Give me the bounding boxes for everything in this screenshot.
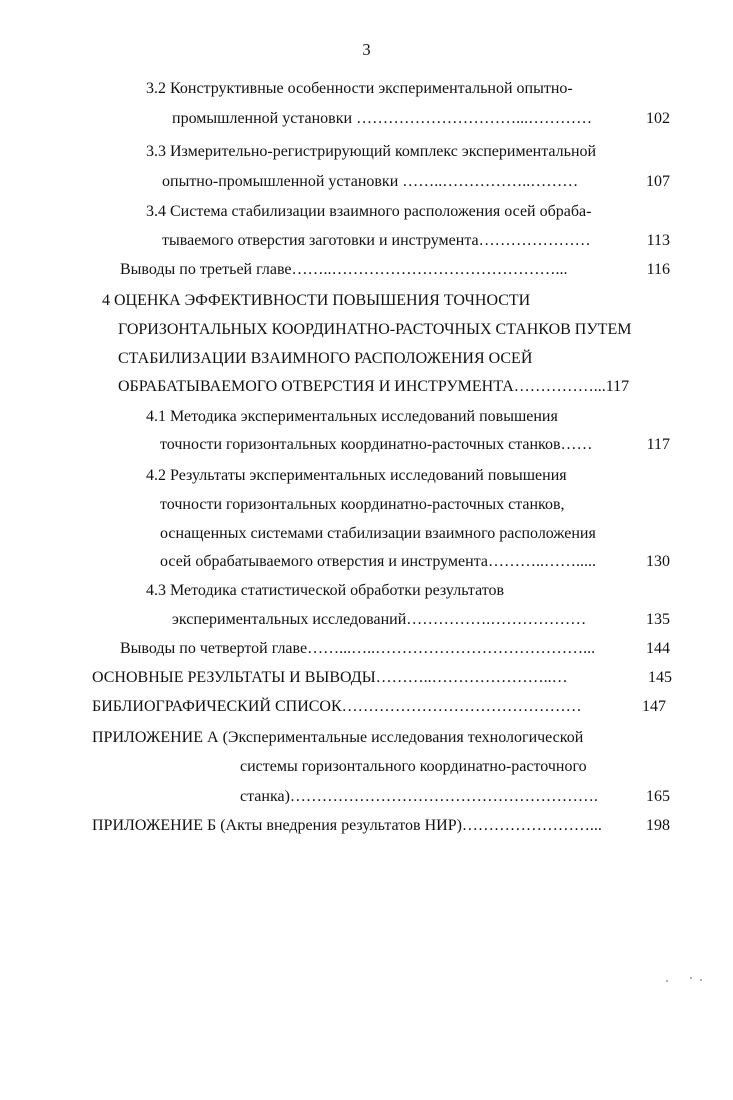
toc-entry-title-line: тываемого отверстия заготовки и инструмента………………… <box>162 232 591 249</box>
toc-entry-page: 107 <box>646 173 670 190</box>
toc-entry-title-line: точности горизонтальных координатно-расточных станков, <box>160 496 565 513</box>
toc-entry-title-line: ПРИЛОЖЕНИЕ Б (Акты внедрения результатов НИР)……………………... <box>92 817 602 834</box>
toc-entry-page: 135 <box>646 611 670 628</box>
toc-entry-title-line: 4 ОЦЕНКА ЭФФЕКТИВНОСТИ ПОВЫШЕНИЯ ТОЧНОСТИ <box>102 292 531 309</box>
scan-artifact <box>690 977 692 979</box>
scan-artifact <box>700 979 702 981</box>
toc-entry-title-line: оснащенных системами стабилизации взаимного расположения <box>160 525 596 542</box>
toc-entry-page: 130 <box>646 553 670 570</box>
toc-entry-title-line: ПРИЛОЖЕНИЕ А (Экспериментальные исследования технологической <box>92 729 584 746</box>
toc-entry-title-line: Выводы по третьей главе……..……………………………………... <box>120 261 568 278</box>
toc-entry-page: 144 <box>646 640 670 657</box>
toc-entry-title-line: ГОРИЗОНТАЛЬНЫХ КООРДИНАТНО-РАСТОЧНЫХ СТАНКОВ ПУТЕМ <box>118 321 632 338</box>
toc-entry-title-line: опытно-промышленной установки ……..……………..……… <box>162 173 579 190</box>
toc-entry-title-line: ОБРАБАТЫВАЕМОГО ОТВЕРСТИЯ И ИНСТРУМЕНТА……………...117 <box>118 378 630 395</box>
toc-entry-title-line: осей обрабатываемого отверстия и инструмента………..……..... <box>160 553 596 570</box>
toc-entry-page: 198 <box>646 817 670 834</box>
toc-entry-title-line: Выводы по четвертой главе……...…..…………………………………... <box>120 640 596 657</box>
toc-entry-title-line: 4.1 Методика экспериментальных исследований повышения <box>146 408 558 425</box>
page-number: 3 <box>362 40 371 59</box>
toc-entry-page: 117 <box>646 436 670 453</box>
toc-entry-title-line: БИБЛИОГРАФИЧЕСКИЙ СПИСОК……………………………………… <box>92 698 582 715</box>
toc-entry-title-line: 3.3 Измерительно-регистрирующий комплекс экспериментальной <box>146 143 597 160</box>
toc-entry-title-line: 4.2 Результаты экспериментальных исследований повышения <box>146 467 567 484</box>
toc-entry-page: 113 <box>646 232 670 249</box>
toc-entry-title-line: экспериментальных исследований…………….……………… <box>172 611 587 628</box>
toc-entry-title-line: системы горизонтального координатно-расточного <box>240 758 587 775</box>
toc-entry-page: 102 <box>646 110 670 127</box>
toc-entry-title-line: 3.4 Система стабилизации взаимного расположения осей обраба- <box>146 203 592 220</box>
scan-artifact <box>666 980 668 982</box>
toc-entry-page: 147 <box>642 698 666 715</box>
toc-entry-page: 116 <box>646 261 670 278</box>
toc-entry-title-line: точности горизонтальных координатно-расточных станков…… <box>160 436 593 453</box>
toc-entry-title-line: СТАБИЛИЗАЦИИ ВЗАИМНОГО РАСПОЛОЖЕНИЯ ОСЕЙ <box>118 350 533 367</box>
toc-entry-title-line: 3.2 Конструктивные особенности экспериментальной опытно- <box>146 80 573 97</box>
toc-entry-title-line: 4.3 Методика статистической обработки результатов <box>146 582 505 599</box>
toc-entry-page: 145 <box>648 669 672 686</box>
toc-entry-page: 165 <box>646 788 670 805</box>
toc-entry-title-line: станка)…………………………………………………. <box>240 788 598 805</box>
toc-entry-title-line: промышленной установки …………………………...………… <box>172 110 593 127</box>
toc-entry-title-line: ОСНОВНЫЕ РЕЗУЛЬТАТЫ И ВЫВОДЫ………..…………………..… <box>92 669 568 686</box>
